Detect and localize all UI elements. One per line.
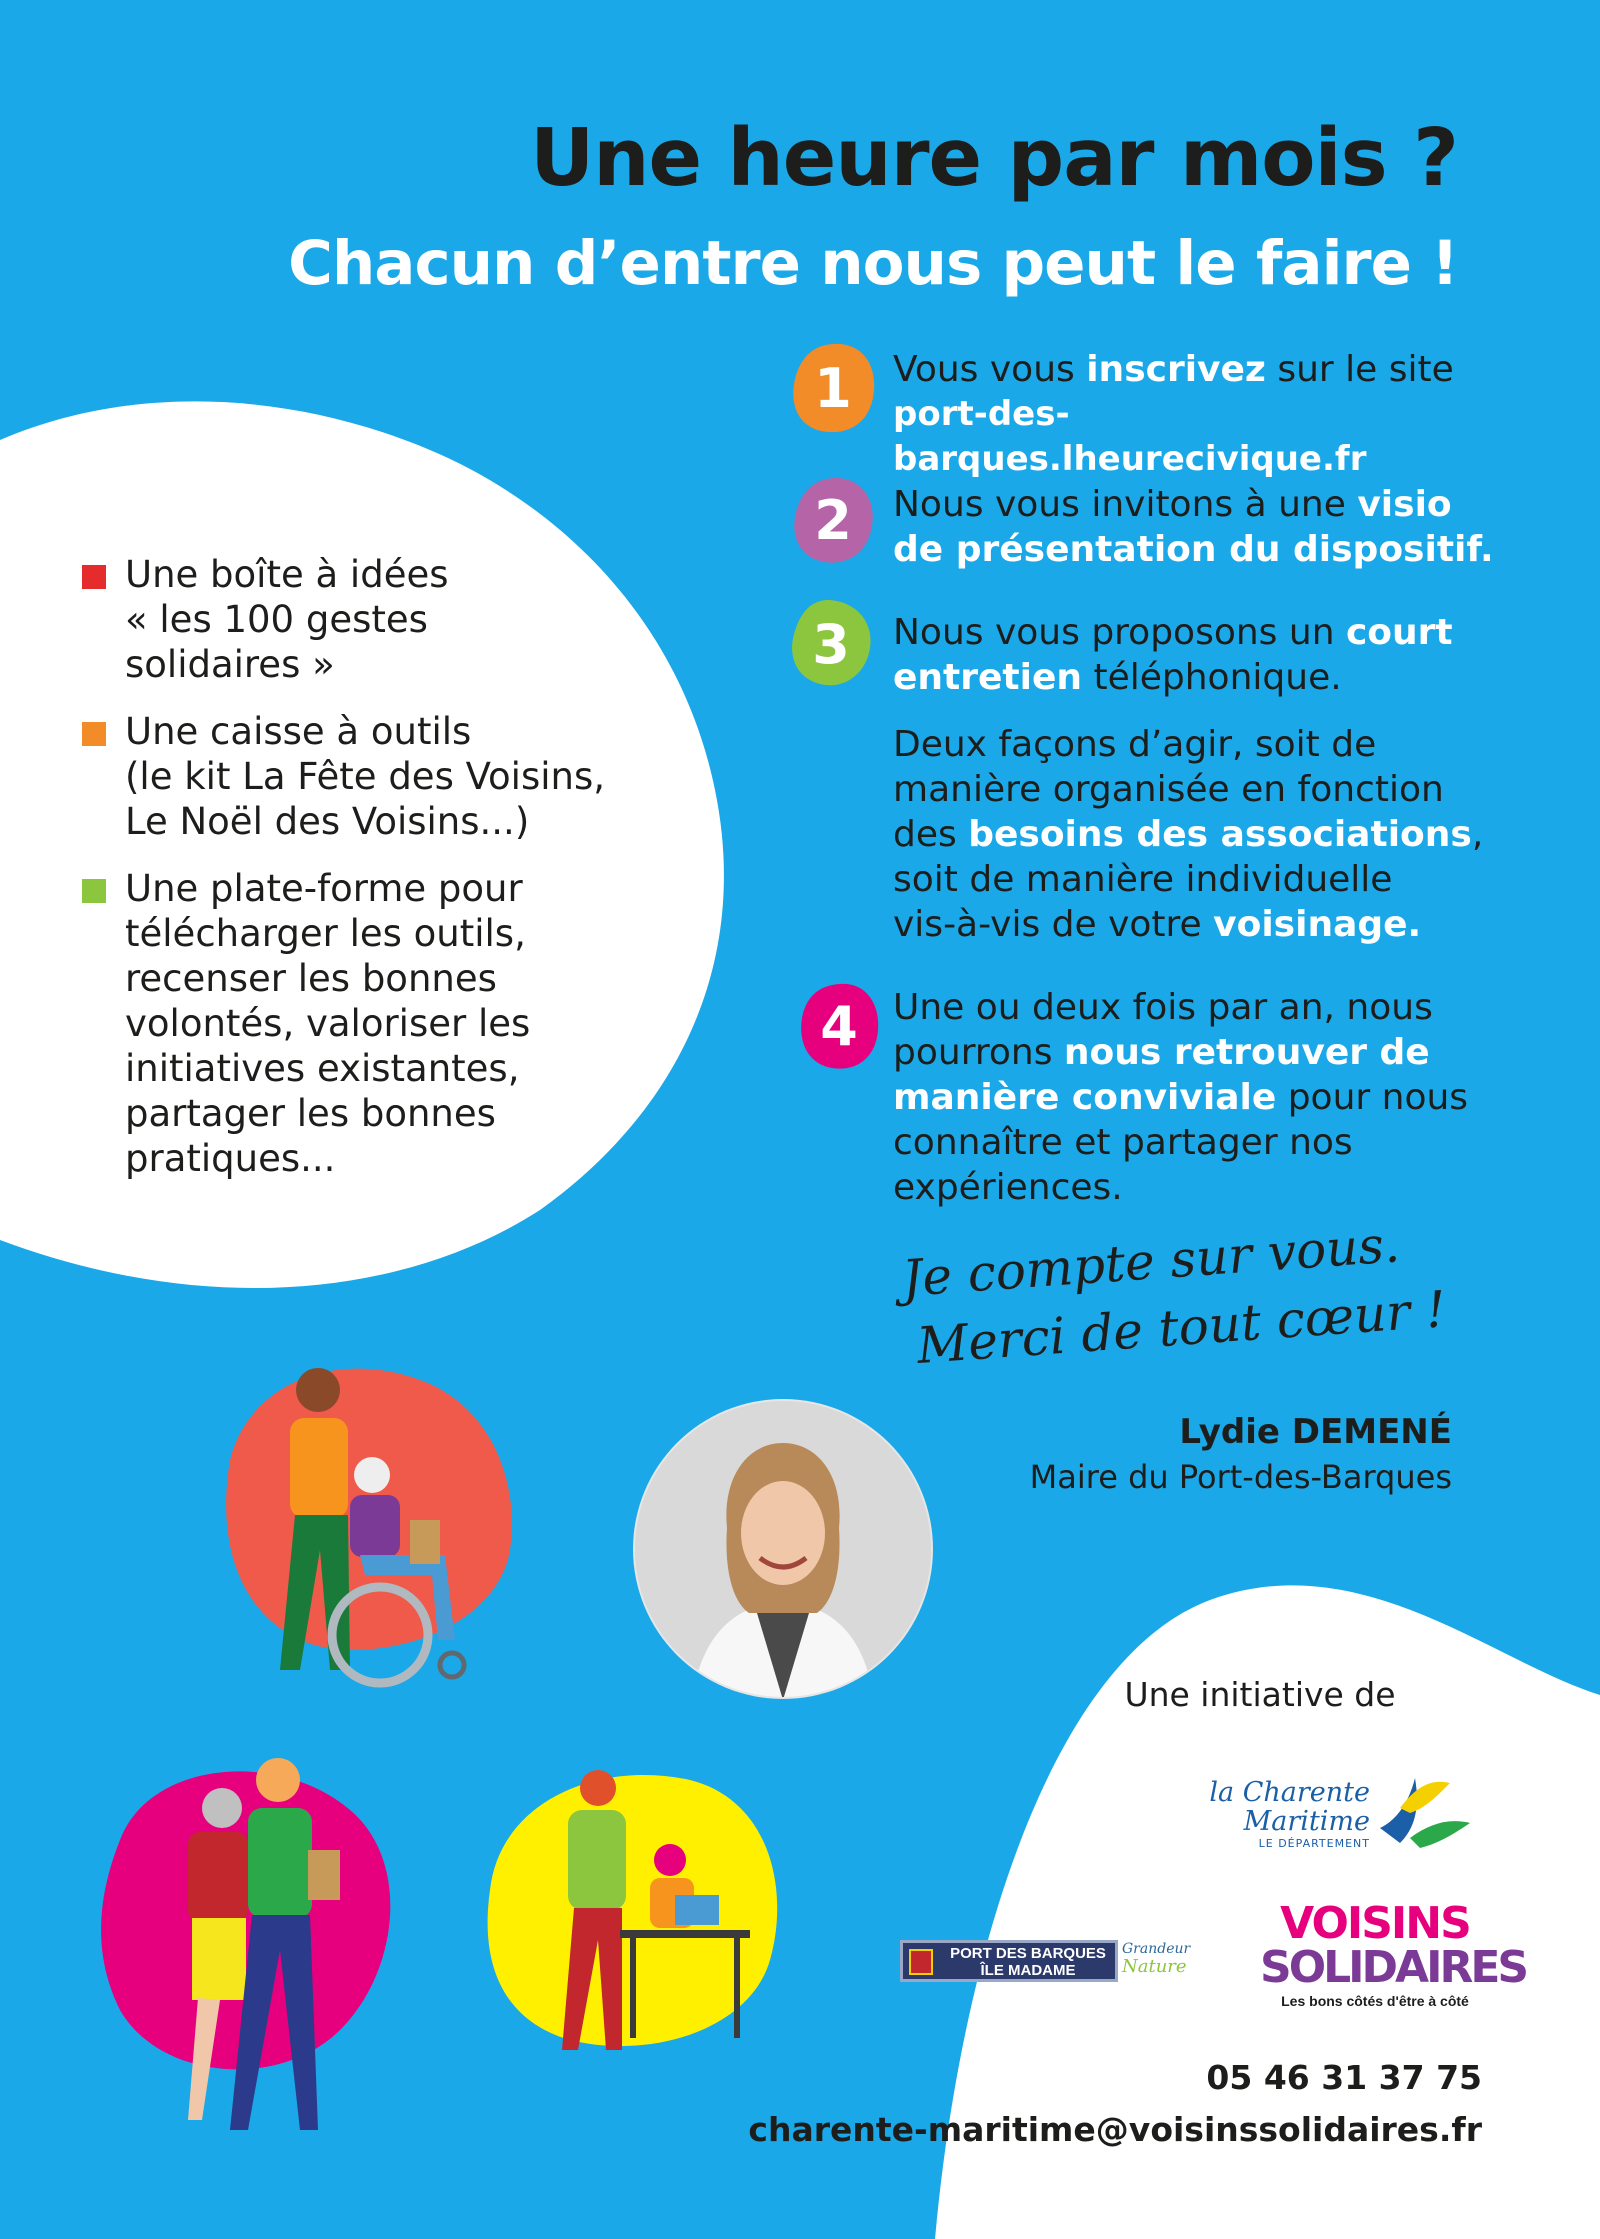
website-link[interactable]: port-des-barques.lheurecivique.fr — [893, 394, 1367, 479]
page-subtitle: Chacun d’entre nous peut le faire ! — [288, 228, 1458, 299]
voisins-text: VOISINS — [1280, 1898, 1470, 1949]
port-text-2: ÎLE MADAME — [980, 1962, 1076, 1979]
initiative-label: Une initiative de — [1124, 1675, 1396, 1714]
step-2-badge — [788, 472, 878, 568]
crest-icon — [909, 1949, 933, 1975]
bullet-red — [82, 565, 106, 589]
feature-item-toolbox — [125, 709, 685, 844]
mayor-name: Lydie DEMENÉ — [1179, 1412, 1452, 1452]
step-number: 4 — [820, 994, 858, 1058]
feature-line: partager les bonnes — [125, 1092, 496, 1135]
feature-line: Une boîte à idées — [125, 553, 449, 596]
feature-line: pratiques... — [125, 1137, 336, 1180]
step-4-badge — [794, 978, 884, 1074]
illustration-walking-couple — [80, 1750, 400, 2150]
charente-text-1: la Charente — [1209, 1777, 1370, 1808]
step-3-text: Nous vous proposons un court entretien téléphonique. — [893, 612, 1453, 698]
bullet-orange — [82, 722, 106, 746]
grandeur-nature-logo — [1122, 1940, 1242, 1976]
illustration-wheelchair-helper — [190, 1350, 540, 1710]
step-3-extra-text: Deux façons d’agir, soit de manière organisée en fonction des besoins des associations, soit de manière individuelle vis-à-vis de votre voisinage. — [893, 724, 1484, 945]
contact-phone[interactable]: 05 46 31 37 75 — [1206, 2058, 1482, 2097]
signature-line-1: Je compte sur vous. — [900, 1215, 1402, 1308]
port-des-barques-logo — [900, 1940, 1118, 1982]
step-2-text: Nous vous invitons à une visio de présentation du dispositif. — [893, 484, 1494, 570]
feature-line: volontés, valoriser les — [125, 1002, 531, 1045]
step-1-badge — [788, 340, 878, 436]
feature-line: « les 100 gestes — [125, 598, 428, 641]
voisins-tagline: Les bons côtés d'être à côté — [1281, 1993, 1469, 2009]
contact-email[interactable]: charente-maritime@voisinssolidaires.fr — [748, 2110, 1482, 2149]
feature-line: recenser les bonnes — [125, 957, 497, 1000]
mayor-portrait — [632, 1398, 934, 1700]
feature-item-ideas-box — [125, 552, 685, 687]
feature-line: télécharger les outils, — [125, 912, 526, 955]
step-1-text: Vous vous inscrivez sur le site port-des-barques.lheurecivique.fr — [893, 347, 1513, 482]
signature-line-2: Merci de tout cœur ! — [915, 1280, 1448, 1375]
voisins-solidaires-logo — [1260, 1898, 1527, 2012]
step-number: 3 — [812, 612, 850, 676]
page-title: Une heure par mois ? — [530, 112, 1458, 204]
charente-maritime-logo — [1200, 1778, 1480, 1878]
illustration-computer-help — [470, 1760, 790, 2070]
feature-item-platform — [125, 866, 685, 1181]
feature-line: Une plate-forme pour — [125, 867, 523, 910]
feature-line: (le kit La Fête des Voisins, — [125, 755, 606, 798]
step-4-text: Une ou deux fois par an, nous pourrons nous retrouver de manière conviviale pour nous connaître et partager nos expériences. — [893, 987, 1469, 1208]
step-number: 1 — [814, 356, 852, 420]
feature-line: Une caisse à outils — [125, 710, 472, 753]
bird-logo-icon — [1370, 1768, 1480, 1868]
charente-subtitle: LE DÉPARTEMENT — [1258, 1837, 1370, 1850]
mayor-role: Maire du Port-des-Barques — [1029, 1458, 1452, 1496]
step-3-badge — [786, 596, 876, 692]
bullet-green — [82, 879, 106, 903]
charente-text-2: Maritime — [1243, 1806, 1370, 1837]
feature-line: Le Noël des Voisins...) — [125, 800, 530, 843]
nature-text: Nature — [1122, 1956, 1187, 1977]
feature-line: solidaires » — [125, 643, 335, 686]
solidaires-text: SOLIDAIRES — [1260, 1942, 1527, 1993]
feature-line: initiatives existantes, — [125, 1047, 520, 1090]
step-number: 2 — [814, 488, 852, 552]
port-text-1: PORT DES BARQUES — [950, 1945, 1106, 1962]
grandeur-text: Grandeur — [1122, 1941, 1191, 1957]
